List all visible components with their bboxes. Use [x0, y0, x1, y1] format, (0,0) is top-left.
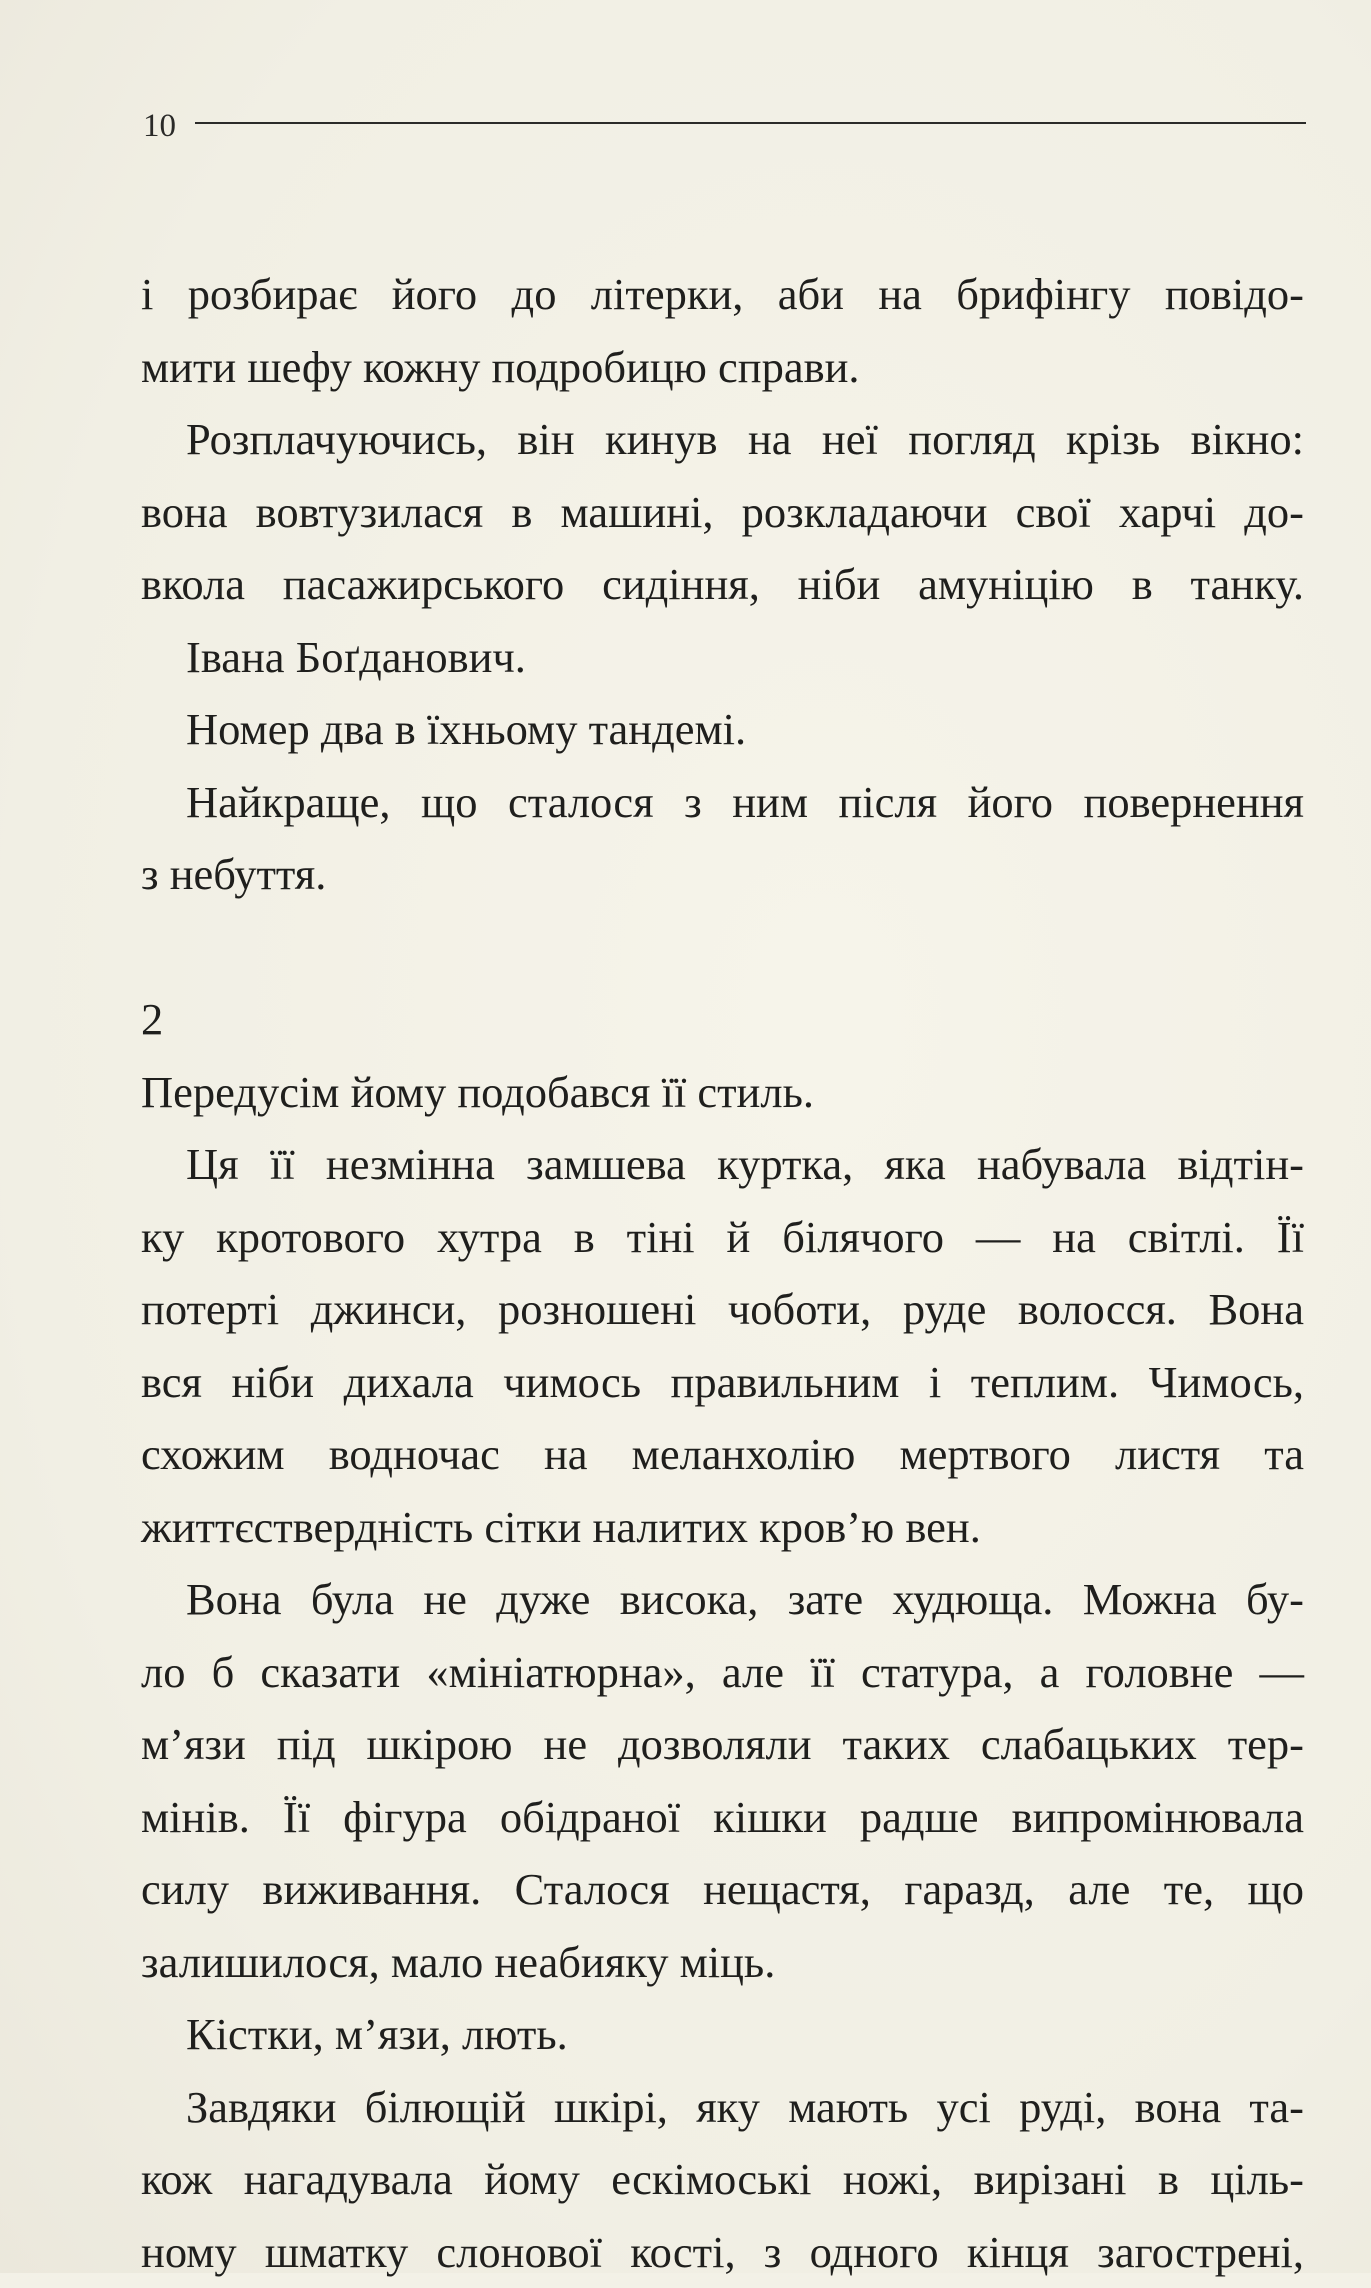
- text-line: і розбирає його до літерки, аби на брифінгу повідо-: [141, 258, 1304, 331]
- text-line: Івана Боґданович.: [186, 621, 1304, 694]
- text-line: ку кротового хутра в тіні й білячого — на світлі. Її: [141, 1201, 1304, 1274]
- paragraph: [186, 693, 1304, 766]
- text-line: Розплачуючись, він кинув на неї погляд крізь вікно:: [186, 403, 1304, 476]
- text-line: вся ніби дихала чимось правильним і теплим. Чимось,: [141, 1346, 1304, 1419]
- text-line: м’язи під шкірою не дозволяли таких слабацьких тер-: [141, 1708, 1304, 1781]
- body-text: [186, 258, 1304, 2288]
- paragraph: [186, 1128, 1304, 1563]
- section-number: 2: [141, 983, 1304, 1056]
- text-line: з небуття.: [141, 838, 1304, 911]
- text-line: залишилося, мало неабияку міць.: [141, 1926, 1304, 1999]
- paragraph: [141, 258, 1304, 403]
- text-line: кож нагадувала йому ескімоські ножі, вирізані в ціль-: [141, 2143, 1304, 2216]
- paragraph: [186, 403, 1304, 621]
- text-line: Кістки, м’язи, лють.: [186, 1998, 1304, 2071]
- text-line: ному шматку слонової кості, з одного кінця загострені,: [141, 2216, 1304, 2288]
- paragraph: [186, 1998, 1304, 2071]
- text-line: Найкраще, що сталося з ним після його повернення: [186, 766, 1304, 839]
- text-line: Вона була не дуже висока, зате худюща. Можна бу-: [186, 1563, 1304, 1636]
- paragraph: [186, 621, 1304, 694]
- page-number: 10: [143, 106, 176, 146]
- text-line: Номер два в їхньому тандемі.: [186, 693, 1304, 766]
- text-line: вона вовтузилася в машині, розкладаючи свої харчі до-: [141, 476, 1304, 549]
- paragraph: [141, 1056, 1304, 1129]
- text-line: схожим водночас на меланхолію мертвого листя та: [141, 1418, 1304, 1491]
- text-line: Ця її незмінна замшева куртка, яка набувала відтін-: [186, 1128, 1304, 1201]
- text-line: життєствердність сітки налитих кров’ю вен.: [141, 1491, 1304, 1564]
- text-line: силу виживання. Сталося нещастя, гаразд, але те, що: [141, 1853, 1304, 1926]
- paragraph: [186, 1563, 1304, 1998]
- text-line: потерті джинси, розношені чоботи, руде волосся. Вона: [141, 1273, 1304, 1346]
- paragraph: [186, 2071, 1304, 2288]
- text-line: Передусім йому подобався її стиль.: [141, 1056, 1304, 1129]
- paragraph: [186, 766, 1304, 911]
- text-line: ло б сказати «мініатюрна», але її статура, а головне —: [141, 1636, 1304, 1709]
- text-line: вкола пасажирського сидіння, ніби амуніцію в танку.: [141, 548, 1304, 621]
- text-line: Завдяки білющій шкірі, яку мають усі руді, вона та-: [186, 2071, 1304, 2144]
- header-rule: [195, 122, 1306, 124]
- text-line: мити шефу кожну подробицю справи.: [141, 331, 1304, 404]
- text-line: мінів. Її фігура обідраної кішки радше випромінювала: [141, 1781, 1304, 1854]
- running-head: [143, 100, 1306, 150]
